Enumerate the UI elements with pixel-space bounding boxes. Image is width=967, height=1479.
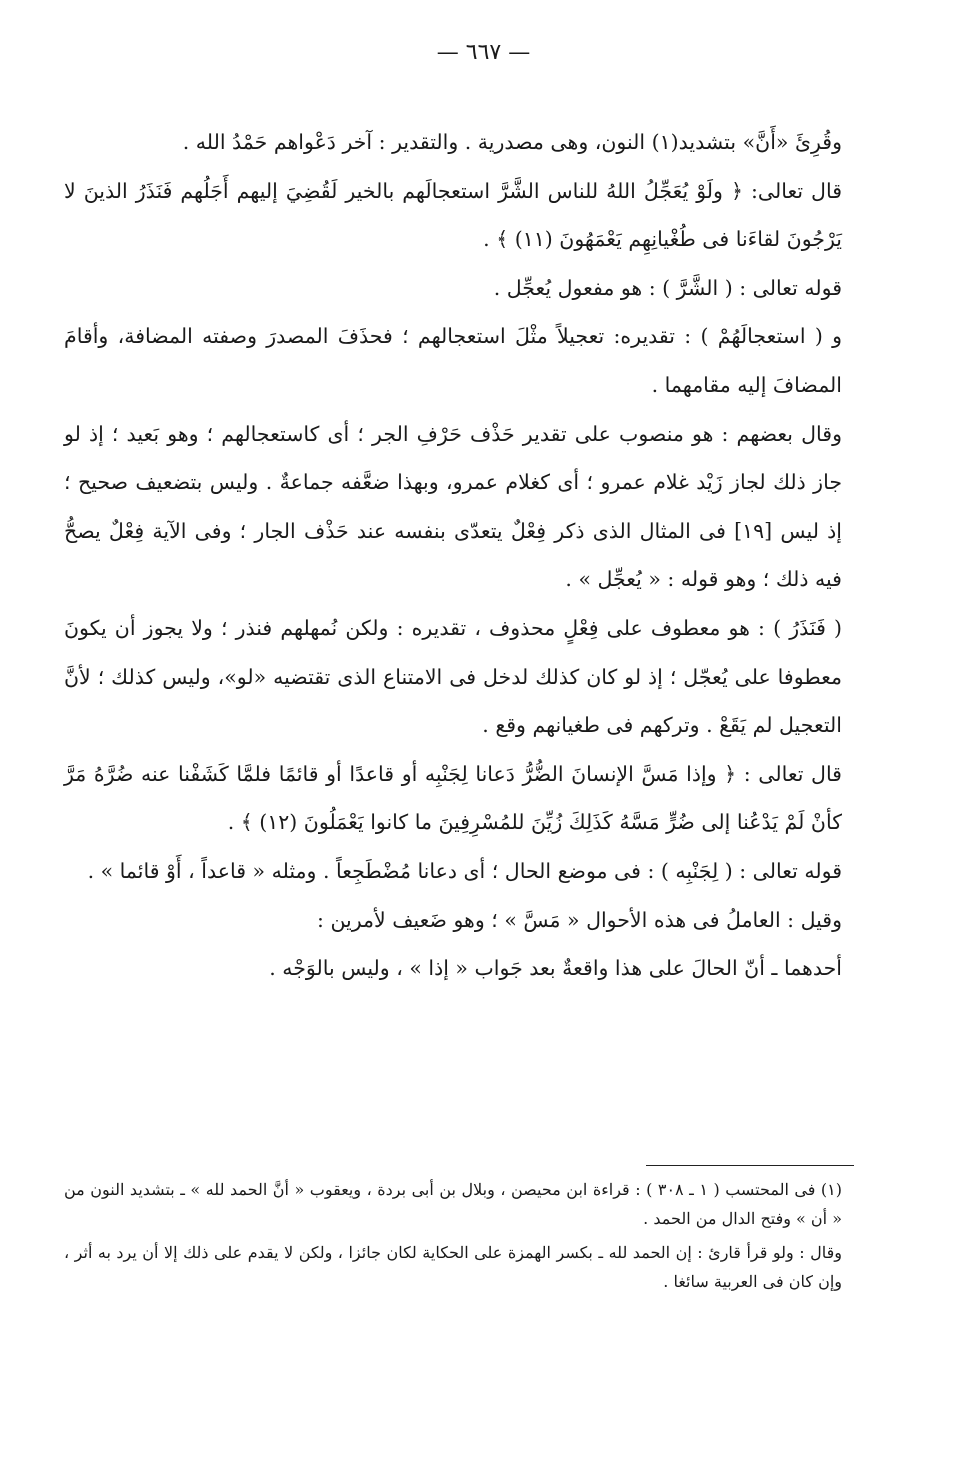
- paragraph: وقُرِئَ «أَنَّ» بتشديد(١) النون، وهى مصدرية . والتقدير : آخر دَعْواهم حَمْدُ الله .: [182, 130, 842, 154]
- page-number: — ٦٦٧ —: [436, 40, 531, 65]
- paragraph: ( فَنَذَرُ ) : هو معطوف على فِعْلٍ محذوف ، تقديره : ولكن نُمهلهم فنذر ؛ ولا يجوز أن يكونَ معطوفا على يُعجّل ؛ إذ لو كان كذلك لدخل فى الامتناع الذى تقتضيه «لو»، وليس كذلك ؛ لأنَّ التعجيل لم يَقَعْ . وتركهم فى طغيانهم وقع .: [64, 615, 842, 738]
- footnote: وقال : ولو قرأ قارئ : إن الحمد لله ـ بكسر الهمزة على الحكاية لكان جائزا ، ولكن لا يقدم على ذلك إلا أن يرد به أثر ، وإن كان فى العربية سائغا .: [64, 1243, 842, 1291]
- paragraph: قال تعالى: ﴿ ولَوْ يُعَجِّلُ اللهُ للناس الشَّرَّ استعجالَهم بالخير لَقُضِيَ إليهم أَجَلُهم فَنَذَرُ الذينَ لا يَرْجُونَ لقاءَنا فى طُغْيانِهِم يَعْمَهُونَ (١١) ﴾ .: [64, 178, 842, 252]
- footnote-divider: [646, 1165, 854, 1166]
- footnotes: [64, 1176, 842, 1296]
- footnote: (١) فى المحتسب ( ١ ـ ٣٠٨ ) : قراءة ابن محيصن ، وبلال بن أبى بردة ، ويعقوب « أنَّ الحمد لله » ـ بتشديد النون من « أن » وفتح الدال من الحمد .: [64, 1180, 842, 1228]
- paragraph: قوله تعالى : ( لِجَنْبِه ) : فى موضع الحال ؛ أى دعانا مُضْطَجِعاً . ومثله « قاعداً ، أَوْ قائما » .: [87, 858, 842, 883]
- paragraph: أحدهما ـ أنّ الحالَ على هذا واقعةٌ بعد جَواب « إذا » ، وليس بالوَجْه .: [269, 956, 842, 981]
- paragraph: قال تعالى : ﴿ وإذا مَسَّ الإنسانَ الضُّرُّ دَعانا لِجَنْبِه أو قاعدًا أو قائمًا فلمَّا كَشَفْنا عنه ضُرَّهُ مَرَّ كأنْ لَمْ يَدْعُنا إلى ضُرٍّ مَسَّهُ كَذَلِكَ زُيِّنَ للمُسْرِفِينَ ما كانوا يَعْمَلُونَ (١٢) ﴾ .: [64, 761, 842, 835]
- paragraph: وقال بعضهم : هو منصوب على تقدير حَذْف حَرْفِ الجر ؛ أى كاستعجالهم ؛ وهو بَعيد ؛ إذ لو جاز ذلك لجاز زَيْد غلام عمرو ؛ أى كغلام عمرو، وبهذا ضعَّفه جماعةٌ . وليس بتضعيف صحيح ؛ إذ ليس [١٩] فى المثال الذى ذكر فِعْلٌ يتعدّى بنفسه عند حَذْف الجار ؛ وفى الآية فِعْلٌ يصحُّ فيه ذلك ؛ وهو قوله : « يُعجِّل » .: [64, 421, 842, 592]
- paragraph: وقيل : العاملُ فى هذه الأحوال « مَسَّ » ؛ وهو ضَعيف لأمرين :: [317, 907, 842, 932]
- main-text: [64, 118, 842, 993]
- paragraph: قوله تعالى : ( الشَّرَّ ) : هو مفعول يُعجِّل .: [493, 275, 842, 300]
- paragraph: و ( استعجالَهُمْ ) : تقديره: تعجيلاً مثْلَ استعجالهم ؛ فحذَفَ المصدرَ وصفته المضافة، وأقامَ المضافَ إليه مقامهما .: [64, 324, 842, 397]
